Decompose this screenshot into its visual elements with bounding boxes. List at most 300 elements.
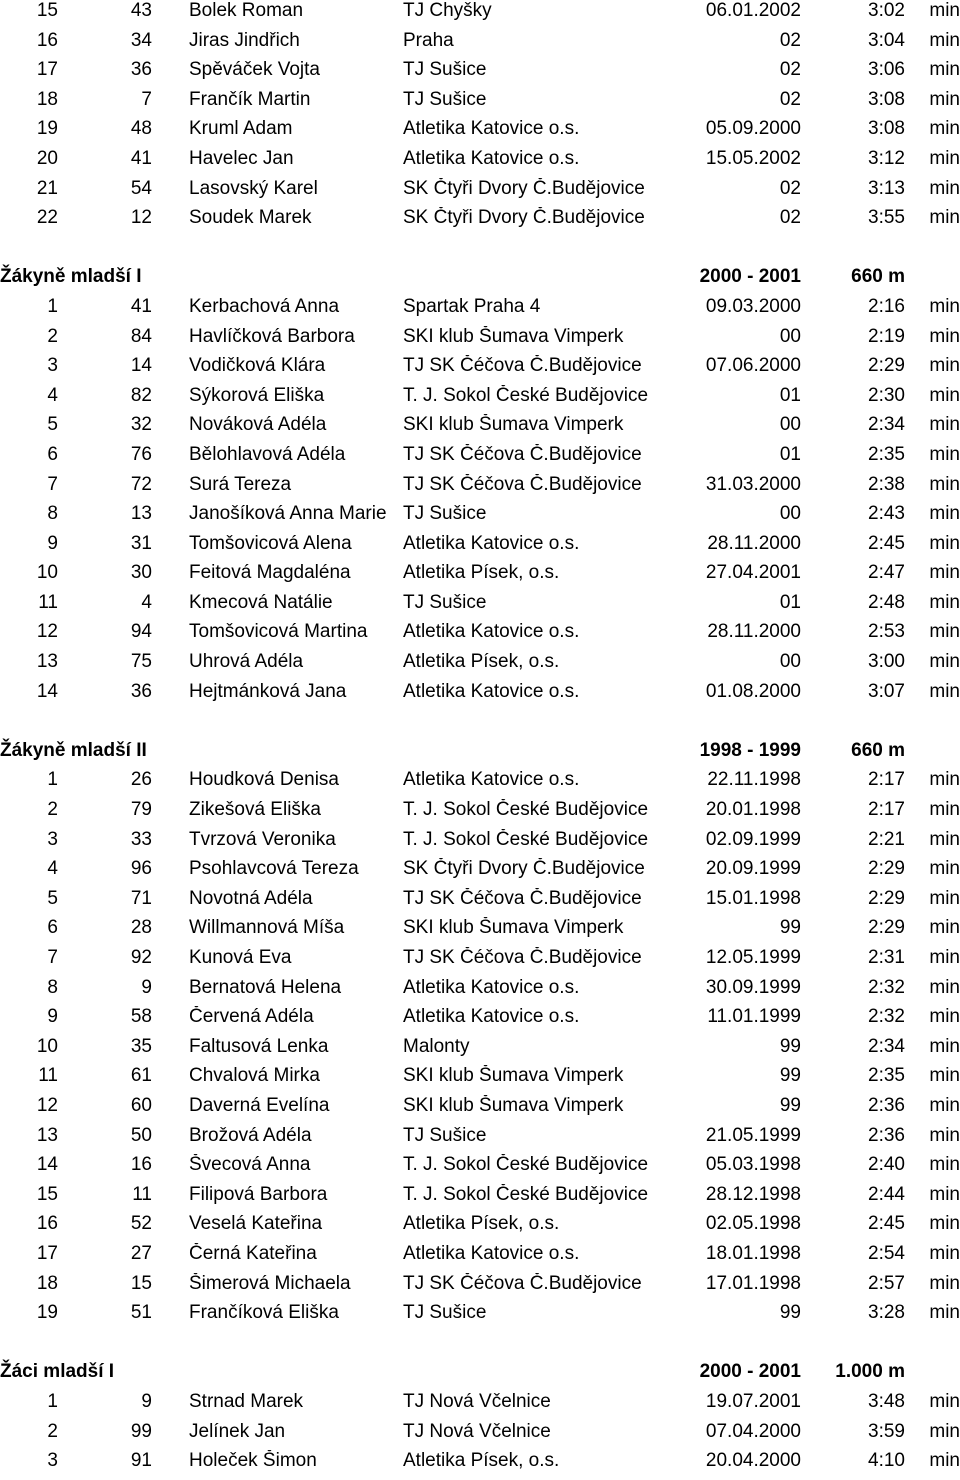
result-row — [0, 444, 960, 474]
birth-date-cell: 15.05.2002 — [705, 147, 801, 169]
unit-cell: min — [929, 1154, 960, 1176]
unit-cell: min — [929, 621, 960, 643]
rank-cell: 1 — [47, 1390, 58, 1412]
club-cell: Atletika Katovice o.s. — [403, 532, 580, 554]
club-cell: T. J. Sokol České Budějovice — [403, 828, 649, 850]
unit-cell: min — [929, 59, 960, 81]
category-title: Žákyně mladší II — [0, 739, 147, 761]
result-row — [0, 917, 960, 947]
bib-cell: 60 — [130, 1094, 152, 1116]
unit-cell: min — [929, 947, 960, 968]
rank-cell: 2 — [47, 799, 58, 821]
name-cell: Frančíková Eliška — [189, 1302, 339, 1324]
name-cell: Willmannová Míša — [189, 917, 345, 939]
name-cell: Spěváček Vojta — [189, 59, 320, 81]
unit-cell: min — [929, 384, 960, 406]
bib-cell: 76 — [130, 443, 152, 465]
time-cell: 2:44 — [868, 1183, 905, 1205]
name-cell: Vodičková Klára — [189, 355, 326, 377]
rank-cell: 16 — [36, 1213, 58, 1235]
bib-cell: 91 — [130, 1450, 152, 1472]
bib-cell: 36 — [130, 680, 152, 702]
birth-date-cell: 28.11.2000 — [707, 532, 801, 554]
name-cell: Houdková Denisa — [189, 769, 339, 791]
rank-cell: 7 — [47, 473, 58, 495]
result-row — [0, 503, 960, 533]
bib-cell: 27 — [130, 1242, 152, 1264]
club-cell: Atletika Katovice o.s. — [403, 118, 580, 140]
time-cell: 2:32 — [868, 976, 905, 998]
rank-cell: 7 — [47, 947, 58, 968]
time-cell: 2:45 — [868, 1213, 905, 1235]
unit-cell: min — [929, 1302, 960, 1324]
club-cell: T. J. Sokol České Budějovice — [403, 799, 649, 821]
unit-cell: min — [929, 1390, 960, 1412]
club-cell: Atletika Katovice o.s. — [403, 769, 580, 791]
unit-cell: min — [929, 1035, 960, 1057]
time-cell: 2:36 — [868, 1124, 905, 1146]
club-cell: Malonty — [403, 1035, 470, 1057]
rank-cell: 10 — [36, 1035, 58, 1057]
category-years: 1998 - 1999 — [699, 739, 801, 761]
birth-date-cell: 15.01.1998 — [705, 887, 801, 909]
name-cell: Tvrzová Veronika — [189, 828, 336, 850]
rank-cell: 1 — [47, 769, 58, 791]
birth-date-cell: 99 — [779, 1035, 801, 1057]
unit-cell: min — [929, 207, 960, 229]
time-cell: 2:34 — [868, 414, 905, 436]
bib-cell: 9 — [141, 1390, 152, 1412]
birth-date-cell: 27.04.2001 — [705, 562, 801, 584]
result-row — [0, 947, 960, 977]
bib-cell: 7 — [141, 88, 152, 110]
club-cell: TJ Sušice — [403, 1302, 487, 1324]
result-row — [0, 474, 960, 504]
result-row — [0, 1184, 960, 1214]
rank-cell: 14 — [36, 680, 58, 702]
name-cell: Jelínek Jan — [189, 1420, 286, 1442]
rank-cell: 16 — [36, 29, 58, 51]
bib-cell: 32 — [130, 414, 152, 436]
result-row — [0, 1450, 960, 1480]
rank-cell: 18 — [36, 88, 58, 110]
birth-date-cell: 01 — [779, 591, 801, 613]
name-cell: Veselá Kateřina — [189, 1213, 323, 1235]
name-cell: Hejtmánková Jana — [189, 680, 347, 702]
bib-cell: 75 — [130, 651, 152, 673]
result-row — [0, 977, 960, 1007]
birth-date-cell: 02.09.1999 — [705, 828, 801, 850]
name-cell: Havlíčková Barbora — [189, 325, 355, 347]
bib-cell: 72 — [130, 473, 152, 495]
unit-cell: min — [929, 1213, 960, 1235]
bib-cell: 31 — [130, 532, 152, 554]
unit-cell: min — [929, 0, 960, 21]
unit-cell: min — [929, 118, 960, 140]
bib-cell: 50 — [130, 1124, 152, 1146]
rank-cell: 4 — [47, 858, 58, 880]
birth-date-cell: 00 — [779, 325, 801, 347]
name-cell: Bělohlavová Adéla — [189, 443, 346, 465]
birth-date-cell: 00 — [779, 414, 801, 436]
unit-cell: min — [929, 473, 960, 495]
club-cell: SKI klub Šumava Vimperk — [403, 1094, 624, 1116]
birth-date-cell: 01 — [779, 443, 801, 465]
result-row — [0, 681, 960, 711]
result-row — [0, 858, 960, 888]
bib-cell: 61 — [130, 1065, 152, 1087]
club-cell: Spartak Praha 4 — [403, 295, 541, 317]
rank-cell: 17 — [36, 1242, 58, 1264]
rank-cell: 3 — [47, 1450, 58, 1472]
birth-date-cell: 01.08.2000 — [705, 680, 801, 702]
unit-cell: min — [929, 88, 960, 110]
category-title: Žáci mladší I — [0, 1361, 115, 1383]
time-cell: 2:48 — [868, 591, 905, 613]
club-cell: TJ Nová Včelnice — [403, 1390, 551, 1412]
result-row — [0, 296, 960, 326]
time-cell: 3:04 — [868, 29, 905, 51]
rank-cell: 14 — [36, 1154, 58, 1176]
result-row — [0, 1273, 960, 1303]
birth-date-cell: 19.07.2001 — [705, 1390, 801, 1412]
rank-cell: 11 — [38, 1065, 58, 1087]
birth-date-cell: 12.05.1999 — [705, 947, 801, 968]
time-cell: 3:28 — [868, 1302, 905, 1324]
name-cell: Nováková Adéla — [189, 414, 327, 436]
bib-cell: 43 — [130, 0, 152, 21]
result-row — [0, 1243, 960, 1273]
rank-cell: 8 — [47, 503, 58, 525]
rank-cell: 3 — [47, 828, 58, 850]
unit-cell: min — [929, 917, 960, 939]
unit-cell: min — [929, 769, 960, 791]
club-cell: SK Čtyři Dvory Č.Budějovice — [403, 858, 645, 880]
result-row — [0, 178, 960, 208]
result-row — [0, 59, 960, 89]
unit-cell: min — [929, 828, 960, 850]
birth-date-cell: 02 — [779, 59, 801, 81]
birth-date-cell: 21.05.1999 — [705, 1124, 801, 1146]
bib-cell: 96 — [130, 858, 152, 880]
birth-date-cell: 00 — [779, 651, 801, 673]
club-cell: T. J. Sokol České Budějovice — [403, 384, 649, 406]
name-cell: Lasovský Karel — [189, 177, 318, 199]
birth-date-cell: 31.03.2000 — [705, 473, 801, 495]
result-row — [0, 355, 960, 385]
time-cell: 2:29 — [868, 355, 905, 377]
club-cell: SKI klub Šumava Vimperk — [403, 1065, 624, 1087]
birth-date-cell: 02 — [779, 207, 801, 229]
birth-date-cell: 05.03.1998 — [705, 1154, 801, 1176]
birth-date-cell: 11.01.1999 — [707, 1006, 801, 1028]
name-cell: Černá Kateřina — [189, 1242, 317, 1264]
bib-cell: 41 — [130, 295, 152, 317]
name-cell: Faltusová Lenka — [189, 1035, 329, 1057]
time-cell: 3:55 — [868, 207, 905, 229]
time-cell: 2:17 — [868, 799, 905, 821]
name-cell: Strnad Marek — [189, 1390, 304, 1412]
unit-cell: min — [929, 177, 960, 199]
birth-date-cell: 02 — [779, 88, 801, 110]
club-cell: Atletika Katovice o.s. — [403, 1242, 580, 1264]
category-title: Žákyně mladší I — [0, 266, 142, 288]
bib-cell: 26 — [130, 769, 152, 791]
result-row — [0, 118, 960, 148]
name-cell: Novotná Adéla — [189, 887, 313, 909]
unit-cell: min — [929, 1242, 960, 1264]
result-row — [0, 1036, 960, 1066]
category-header — [0, 740, 960, 770]
time-cell: 3:59 — [868, 1420, 905, 1442]
result-row — [0, 1006, 960, 1036]
time-cell: 3:08 — [868, 118, 905, 140]
time-cell: 2:29 — [868, 858, 905, 880]
unit-cell: min — [929, 858, 960, 880]
birth-date-cell: 99 — [779, 1094, 801, 1116]
unit-cell: min — [929, 1065, 960, 1087]
category-years: 2000 - 2001 — [699, 266, 801, 288]
result-row — [0, 1095, 960, 1125]
unit-cell: min — [929, 1094, 960, 1116]
bib-cell: 13 — [130, 503, 152, 525]
time-cell: 3:08 — [868, 88, 905, 110]
birth-date-cell: 30.09.1999 — [705, 976, 801, 998]
time-cell: 2:57 — [868, 1272, 905, 1294]
club-cell: TJ SK Čéčova Č.Budějovice — [403, 473, 642, 495]
name-cell: Kerbachová Anna — [189, 295, 340, 317]
category-distance: 660 m — [851, 739, 905, 761]
bib-cell: 82 — [130, 384, 152, 406]
club-cell: TJ Sušice — [403, 591, 487, 613]
club-cell: TJ Sušice — [403, 503, 487, 525]
time-cell: 2:35 — [868, 443, 905, 465]
club-cell: TJ Sušice — [403, 59, 487, 81]
name-cell: Bolek Roman — [189, 0, 304, 21]
rank-cell: 15 — [36, 0, 58, 21]
birth-date-cell: 07.04.2000 — [705, 1420, 801, 1442]
rank-cell: 5 — [47, 887, 58, 909]
rank-cell: 19 — [36, 1302, 58, 1324]
unit-cell: min — [929, 591, 960, 613]
rank-cell: 1 — [47, 295, 58, 317]
time-cell: 3:00 — [868, 651, 905, 673]
club-cell: TJ SK Čéčova Č.Budějovice — [403, 355, 642, 377]
club-cell: Atletika Katovice o.s. — [403, 680, 580, 702]
name-cell: Sýkorová Eliška — [189, 384, 325, 406]
unit-cell: min — [929, 29, 960, 51]
club-cell: Atletika Písek, o.s. — [403, 651, 560, 673]
unit-cell: min — [929, 680, 960, 702]
club-cell: SK Čtyři Dvory Č.Budějovice — [403, 207, 645, 229]
bib-cell: 51 — [130, 1302, 152, 1324]
result-row — [0, 562, 960, 592]
club-cell: T. J. Sokol České Budějovice — [403, 1183, 649, 1205]
result-row — [0, 385, 960, 415]
time-cell: 2:45 — [868, 532, 905, 554]
bib-cell: 54 — [130, 177, 152, 199]
birth-date-cell: 28.11.2000 — [707, 621, 801, 643]
category-distance: 660 m — [851, 266, 905, 288]
rank-cell: 2 — [47, 325, 58, 347]
club-cell: Atletika Písek, o.s. — [403, 1450, 560, 1472]
time-cell: 2:32 — [868, 1006, 905, 1028]
name-cell: Havelec Jan — [189, 147, 294, 169]
time-cell: 2:17 — [868, 769, 905, 791]
time-cell: 2:53 — [868, 621, 905, 643]
bib-cell: 35 — [130, 1035, 152, 1057]
rank-cell: 12 — [36, 1094, 58, 1116]
bib-cell: 52 — [130, 1213, 152, 1235]
result-row — [0, 1154, 960, 1184]
birth-date-cell: 20.01.1998 — [705, 799, 801, 821]
result-row — [0, 1125, 960, 1155]
bib-cell: 58 — [130, 1006, 152, 1028]
birth-date-cell: 17.01.1998 — [705, 1272, 801, 1294]
rank-cell: 3 — [47, 355, 58, 377]
birth-date-cell: 02 — [779, 177, 801, 199]
result-row — [0, 1065, 960, 1095]
club-cell: Atletika Katovice o.s. — [403, 976, 580, 998]
rank-cell: 22 — [36, 207, 58, 229]
club-cell: TJ Nová Včelnice — [403, 1420, 551, 1442]
club-cell: TJ SK Čéčova Č.Budějovice — [403, 887, 642, 909]
time-cell: 2:29 — [868, 917, 905, 939]
bib-cell: 14 — [130, 355, 152, 377]
category-header — [0, 1361, 960, 1391]
result-row — [0, 888, 960, 918]
time-cell: 3:12 — [868, 147, 905, 169]
name-cell: Psohlavcová Tereza — [189, 858, 359, 880]
time-cell: 3:06 — [868, 59, 905, 81]
club-cell: SKI klub Šumava Vimperk — [403, 414, 624, 436]
time-cell: 2:40 — [868, 1154, 905, 1176]
name-cell: Surá Tereza — [189, 473, 292, 495]
rank-cell: 5 — [47, 414, 58, 436]
time-cell: 2:29 — [868, 887, 905, 909]
result-row — [0, 30, 960, 60]
rank-cell: 13 — [36, 1124, 58, 1146]
time-cell: 2:38 — [868, 473, 905, 495]
birth-date-cell: 99 — [779, 917, 801, 939]
name-cell: Brožová Adéla — [189, 1124, 312, 1146]
club-cell: TJ SK Čéčova Č.Budějovice — [403, 443, 642, 465]
unit-cell: min — [929, 443, 960, 465]
rank-cell: 9 — [47, 1006, 58, 1028]
bib-cell: 30 — [130, 562, 152, 584]
name-cell: Filipová Barbora — [189, 1183, 328, 1205]
rank-cell: 19 — [36, 118, 58, 140]
name-cell: Janošíková Anna Marie — [189, 503, 387, 525]
bib-cell: 94 — [130, 621, 152, 643]
bib-cell: 11 — [132, 1183, 152, 1205]
birth-date-cell: 22.11.1998 — [707, 769, 801, 791]
rank-cell: 18 — [36, 1272, 58, 1294]
result-row — [0, 0, 960, 30]
bib-cell: 16 — [130, 1154, 152, 1176]
club-cell: Atletika Katovice o.s. — [403, 1006, 580, 1028]
result-row — [0, 207, 960, 237]
time-cell: 3:07 — [868, 680, 905, 702]
category-years: 2000 - 2001 — [699, 1361, 801, 1383]
club-cell: TJ Sušice — [403, 1124, 487, 1146]
time-cell: 2:36 — [868, 1094, 905, 1116]
bib-cell: 71 — [130, 887, 152, 909]
rank-cell: 13 — [36, 651, 58, 673]
unit-cell: min — [929, 355, 960, 377]
name-cell: Holeček Šimon — [189, 1450, 317, 1472]
bib-cell: 15 — [130, 1272, 152, 1294]
birth-date-cell: 20.09.1999 — [705, 858, 801, 880]
result-row — [0, 89, 960, 119]
bib-cell: 84 — [130, 325, 152, 347]
club-cell: Atletika Katovice o.s. — [403, 621, 580, 643]
club-cell: Atletika Katovice o.s. — [403, 147, 580, 169]
name-cell: Frančík Martin — [189, 88, 311, 110]
name-cell: Chvalová Mirka — [189, 1065, 320, 1087]
birth-date-cell: 02 — [779, 29, 801, 51]
unit-cell: min — [929, 799, 960, 821]
time-cell: 3:13 — [868, 177, 905, 199]
name-cell: Feitová Magdaléna — [189, 562, 351, 584]
time-cell: 2:47 — [868, 562, 905, 584]
rank-cell: 6 — [47, 917, 58, 939]
unit-cell: min — [929, 295, 960, 317]
club-cell: SKI klub Šumava Vimperk — [403, 917, 624, 939]
unit-cell: min — [929, 887, 960, 909]
club-cell: TJ Sušice — [403, 88, 487, 110]
birth-date-cell: 28.12.1998 — [705, 1183, 801, 1205]
result-row — [0, 769, 960, 799]
birth-date-cell: 00 — [779, 503, 801, 525]
club-cell: TJ Chyšky — [403, 0, 492, 21]
rank-cell: 4 — [47, 384, 58, 406]
time-cell: 2:16 — [868, 295, 905, 317]
name-cell: Zikešová Eliška — [189, 799, 321, 821]
bib-cell: 92 — [130, 947, 152, 968]
name-cell: Tomšovicová Alena — [189, 532, 352, 554]
bib-cell: 12 — [130, 207, 152, 229]
name-cell: Kmecová Natálie — [189, 591, 333, 613]
result-row — [0, 829, 960, 859]
section-spacer — [0, 1332, 960, 1362]
rank-cell: 8 — [47, 976, 58, 998]
time-cell: 2:19 — [868, 325, 905, 347]
result-row — [0, 621, 960, 651]
bib-cell: 48 — [130, 118, 152, 140]
birth-date-cell: 99 — [779, 1065, 801, 1087]
name-cell: Tomšovicová Martina — [189, 621, 368, 643]
time-cell: 2:21 — [868, 828, 905, 850]
name-cell: Uhrová Adéla — [189, 651, 304, 673]
unit-cell: min — [929, 1124, 960, 1146]
birth-date-cell: 06.01.2002 — [705, 0, 801, 21]
rank-cell: 17 — [36, 59, 58, 81]
unit-cell: min — [929, 1183, 960, 1205]
unit-cell: min — [929, 651, 960, 673]
unit-cell: min — [929, 562, 960, 584]
category-distance: 1.000 m — [835, 1361, 905, 1383]
bib-cell: 36 — [130, 59, 152, 81]
club-cell: TJ SK Čéčova Č.Budějovice — [403, 1272, 642, 1294]
unit-cell: min — [929, 147, 960, 169]
section-spacer — [0, 710, 960, 740]
club-cell: T. J. Sokol České Budějovice — [403, 1154, 649, 1176]
time-cell: 3:02 — [868, 0, 905, 21]
bib-cell: 79 — [130, 799, 152, 821]
result-row — [0, 651, 960, 681]
club-cell: SK Čtyři Dvory Č.Budějovice — [403, 177, 645, 199]
